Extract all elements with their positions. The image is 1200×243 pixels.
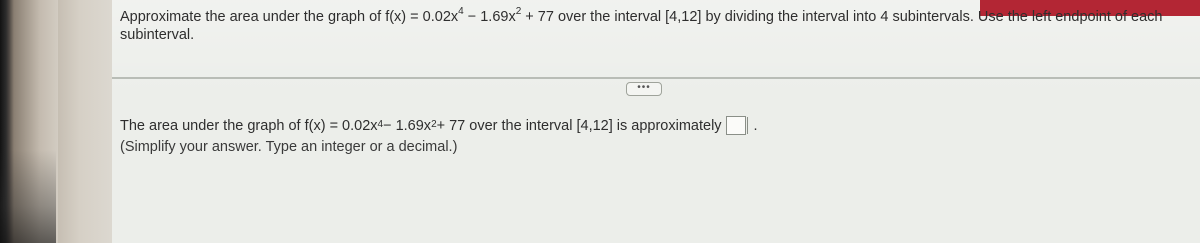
answer-line: The area under the graph of f(x) = 0.02x $^4$ − 1.69x $^2$ + 77 over the interval [4,12] is approximately . (120, 117, 758, 134)
answer-suffix: + 77 over the interval [4,12] is approximately (436, 117, 722, 134)
answer-middle: − 1.69x (383, 117, 432, 134)
answer-end-punct: . (753, 117, 758, 134)
section-divider (112, 77, 1200, 79)
question-exponent-4: 4 (458, 6, 464, 18)
question-suffix: + 77 over the interval [4,12] by dividing the interval into 4 subintervals. Use the left endpoint of each subinterval. (120, 9, 1163, 43)
answer-hint: (Simplify your answer. Type an integer or a decimal.) (120, 139, 458, 155)
bezel-shadow (0, 150, 56, 243)
answer-input[interactable] (726, 116, 746, 135)
monitor-bezel (0, 0, 112, 243)
question-exponent-2: 2 (515, 6, 522, 18)
question-text (120, 8, 1180, 44)
answer-section (120, 116, 1180, 156)
question-prefix: Approximate the area under the graph of f(x) = 0.02x (120, 9, 459, 25)
expand-button[interactable]: ••• (626, 82, 662, 96)
question-middle: − 1.69x (463, 9, 516, 25)
answer-input-edge (747, 117, 754, 134)
answer-prefix: The area under the graph of f(x) = 0.02x (120, 117, 378, 134)
question-panel (112, 0, 1200, 243)
